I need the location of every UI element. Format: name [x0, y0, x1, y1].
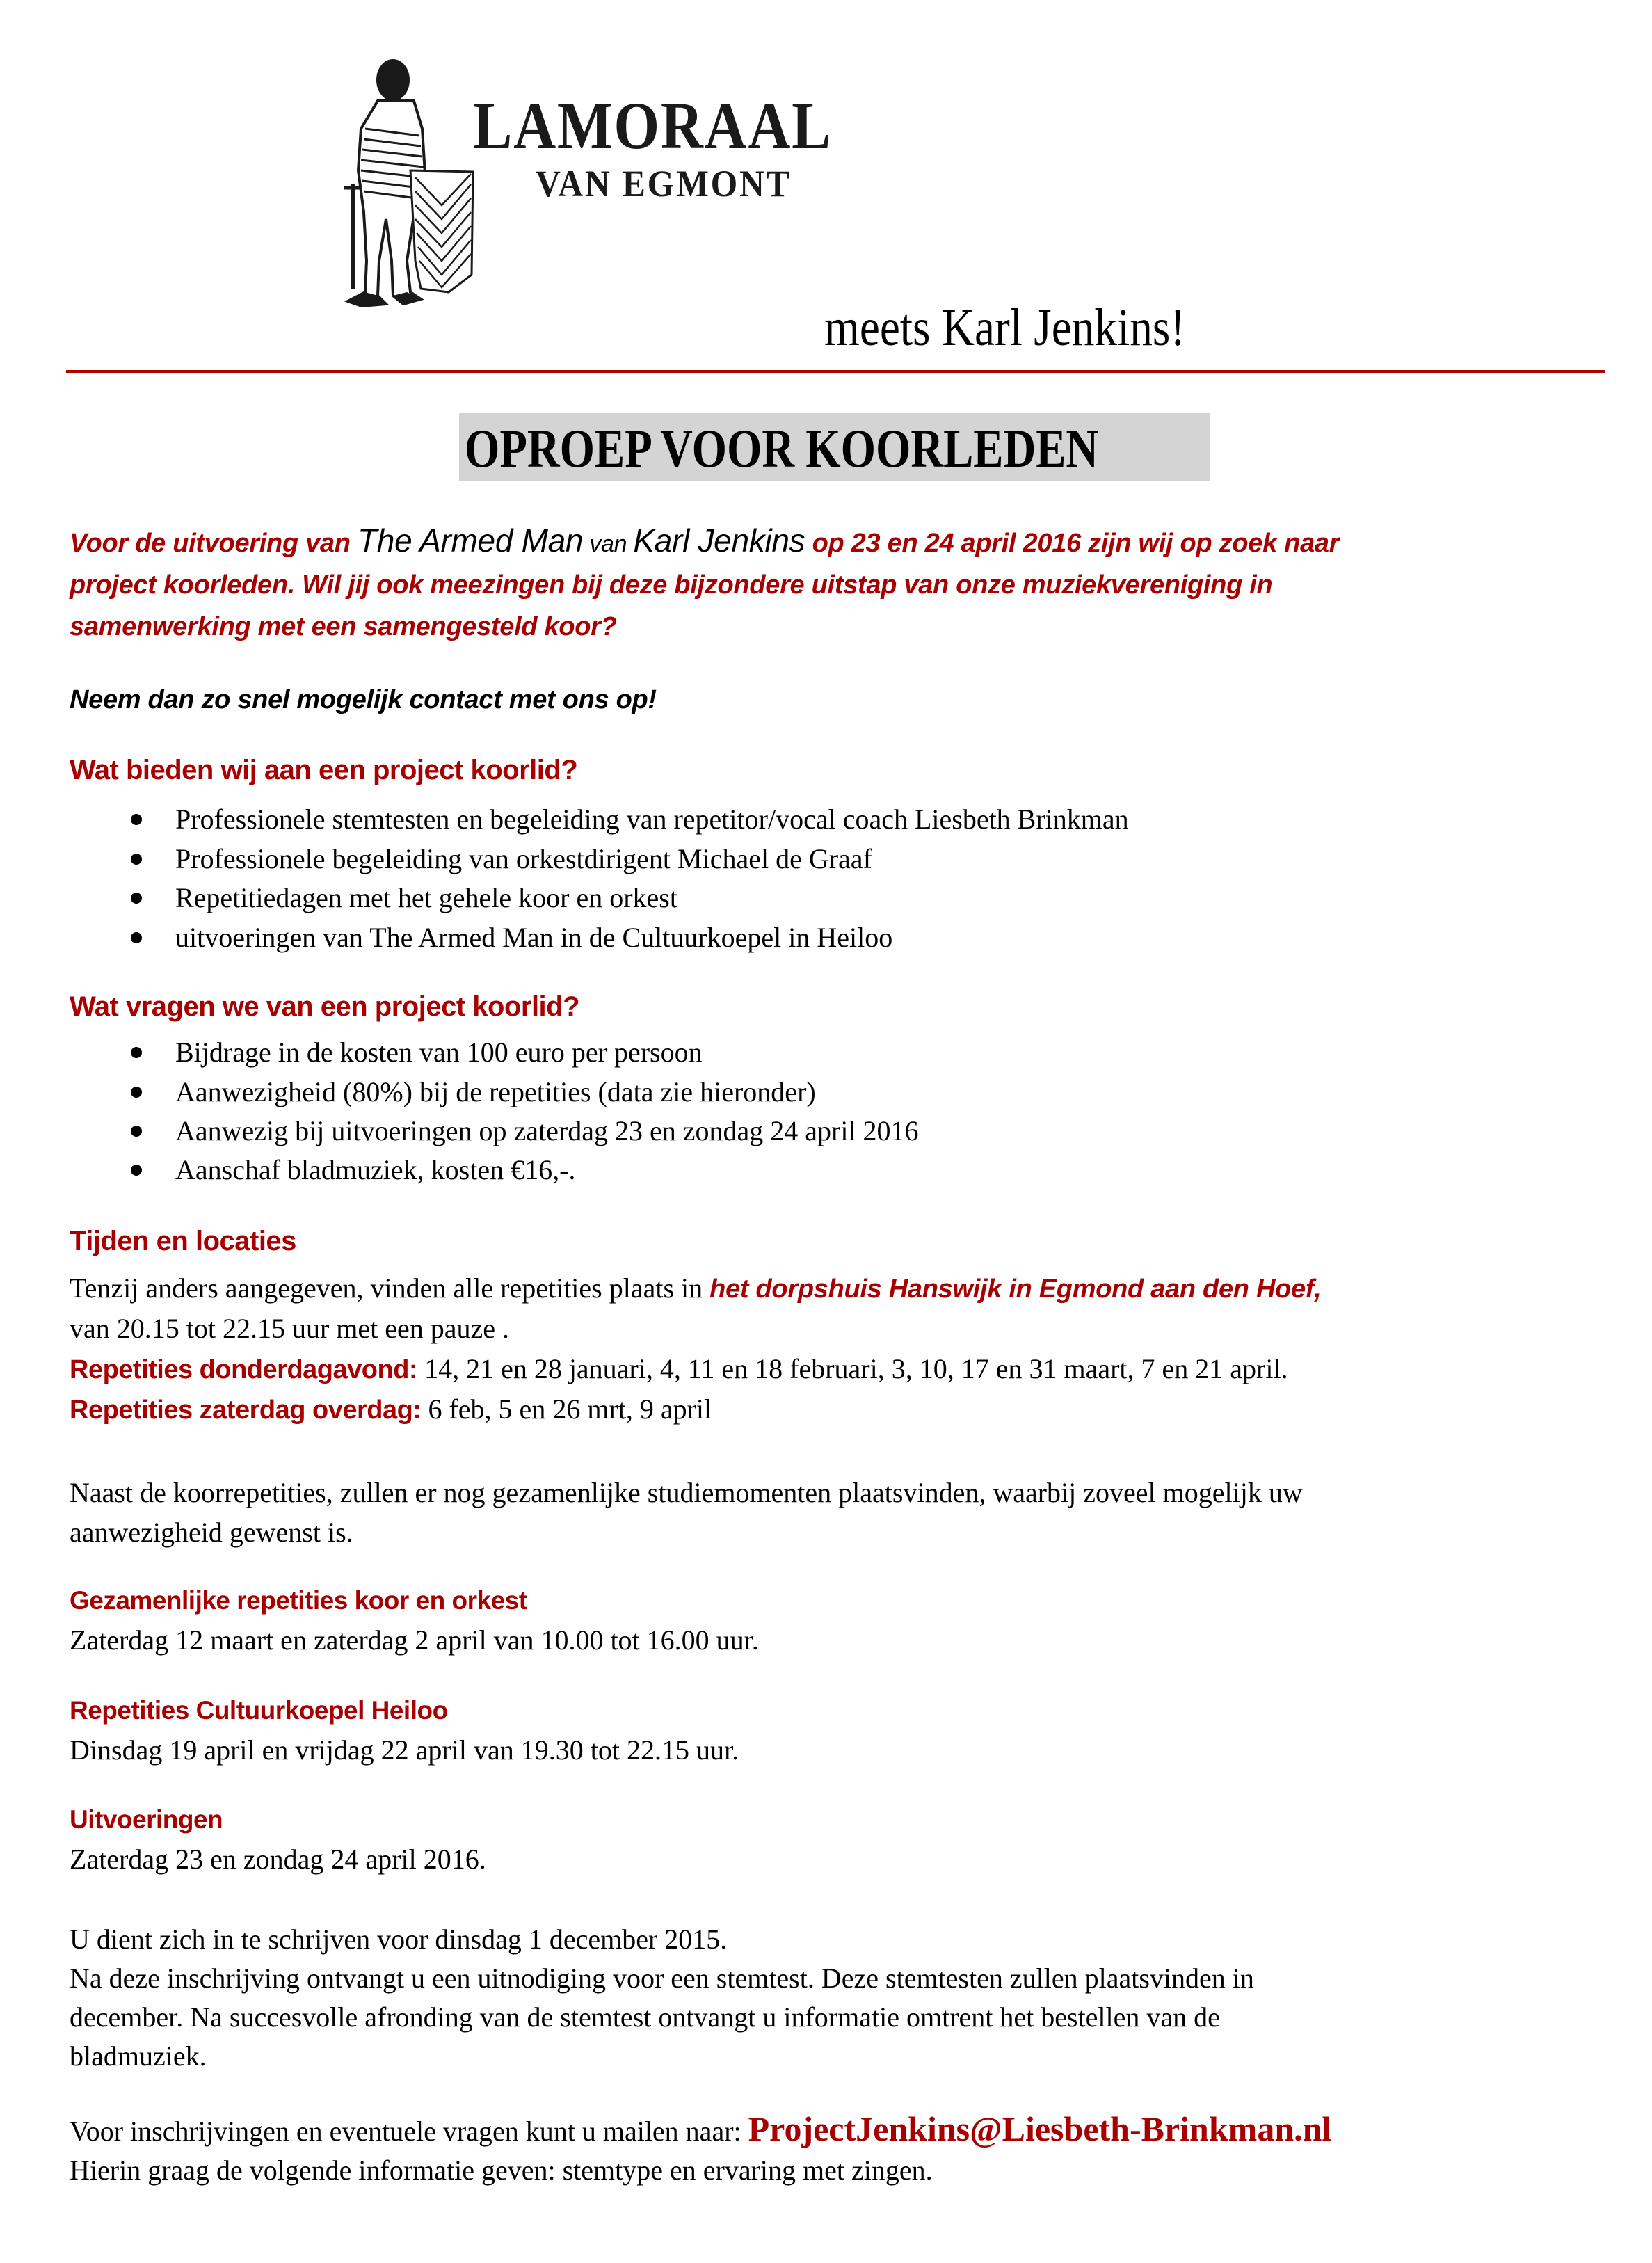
location-line: [70, 1274, 1321, 1303]
saturday-rehearsals: [70, 1393, 712, 1425]
intro-line-1: [70, 522, 1339, 559]
subtitle: meets Karl Jenkins!: [824, 298, 1186, 357]
contact-prefix: Voor inschrijvingen en eventuele vragen kunt u mailen naar:: [70, 2116, 748, 2147]
list-item: Professionele stemtesten en begeleiding van repetitor/vocal coach Liesbeth Brinkman: [175, 803, 1129, 835]
intro-line-3: samenwerking met een samengesteld koor?: [70, 612, 617, 641]
bullet-icon: [131, 854, 142, 865]
list-item: uitvoeringen van The Armed Man in de Cultuurkoepel in Heiloo: [175, 922, 893, 953]
performances-heading: Uitvoeringen: [70, 1805, 223, 1834]
header-divider: [66, 370, 1605, 373]
list-item: Bijdrage in de kosten van 100 euro per persoon: [175, 1037, 703, 1068]
list-item: Aanwezig bij uitvoeringen op zaterdag 23 en zondag 24 april 2016: [175, 1115, 919, 1146]
lamoraal-van-egmont-logo: [337, 52, 833, 313]
info-line: Hierin graag de volgende informatie geven: stemtype en ervaring met zingen.: [70, 2154, 933, 2186]
saturday-label: Repetities zaterdag overdag:: [70, 1396, 422, 1425]
location-name: het dorpshuis Hanswijk in Egmond aan den Hoef,: [709, 1274, 1322, 1304]
bullet-icon: [131, 1126, 142, 1137]
heiloo-text: Dinsdag 19 april en vrijdag 22 april van 19.30 tot 22.15 uur.: [70, 1734, 739, 1766]
logo-line-2: VAN EGMONT: [536, 163, 792, 205]
list-item: Aanschaf bladmuziek, kosten €16,-.: [175, 1154, 576, 1185]
performances-text: Zaterdag 23 en zondag 24 april 2016.: [70, 1844, 486, 1875]
list-item: Repetitiedagen met het gehele koor en orkest: [175, 882, 677, 913]
bullet-icon: [131, 814, 142, 825]
bullet-icon: [131, 1087, 142, 1098]
times-heading: Tijden en locaties: [70, 1226, 296, 1256]
thursday-dates: 14, 21 en 28 januari, 4, 11 en 18 februari, 3, 10, 17 en 31 maart, 7 en 21 april.: [417, 1353, 1288, 1384]
composer-name: Karl Jenkins: [633, 522, 805, 559]
thursday-label: Repetities donderdagavond:: [70, 1355, 418, 1384]
saturday-dates: 6 feb, 5 en 26 mrt, 9 april: [421, 1393, 712, 1425]
registration-line-4: bladmuziek.: [70, 2040, 207, 2072]
intro-text: Voor de uitvoering van: [70, 529, 358, 558]
study-line-1: Naast de koorrepetities, zullen er nog gezamenlijke studiemomenten plaatsvinden, waarbij zoveel mogelijk uw: [70, 1477, 1303, 1508]
bullet-icon: [131, 1047, 142, 1058]
ask-heading: Wat vragen we van een project koorlid?: [70, 991, 580, 1022]
joint-text: Zaterdag 12 maart en zaterdag 2 april van 10.00 tot 16.00 uur.: [70, 1624, 759, 1656]
registration-line-3: december. Na succesvolle afronding van de stemtest ontvangt u informatie omtrent het bestellen van de: [70, 2001, 1220, 2033]
location-prefix: Tenzij anders aangegeven, vinden alle repetities plaats in: [70, 1272, 710, 1304]
call-to-action: Neem dan zo snel mogelijk contact met ons op!: [70, 685, 657, 714]
contact-line: [70, 2109, 1332, 2148]
intro-dates: op 23 en 24 april 2016 zijn wij op zoek naar: [805, 529, 1340, 558]
bullet-icon: [131, 893, 142, 904]
registration-line-2: Na deze inschrijving ontvangt u een uitnodiging voor een stemtest. Deze stemtesten zullen plaatsvinden in: [70, 1962, 1254, 1994]
time-line: van 20.15 tot 22.15 uur met een pauze .: [70, 1313, 510, 1344]
intro-van: van: [583, 531, 634, 557]
heiloo-heading: Repetities Cultuurkoepel Heiloo: [70, 1696, 448, 1725]
list-item: Professionele begeleiding van orkestdirigent Michael de Graaf: [175, 843, 872, 874]
work-title: The Armed Man: [357, 522, 584, 559]
joint-heading: Gezamenlijke repetities koor en orkest: [70, 1586, 527, 1615]
registration-deadline: U dient zich in te schrijven voor dinsdag 1 december 2015.: [70, 1924, 728, 1955]
email-link[interactable]: ProjectJenkins@Liesbeth-Brinkman.nl: [748, 2109, 1332, 2148]
bullet-icon: [131, 1165, 142, 1176]
thursday-rehearsals: [70, 1355, 1288, 1384]
logo-line-1: LAMORAAL: [473, 88, 833, 163]
page-title: OPROEP VOOR KOORLEDEN: [465, 418, 1099, 479]
intro-line-2: project koorleden. Wil jij ook meezingen bij deze bijzondere uitstap van onze muziekvereniging in: [70, 570, 1273, 600]
offer-heading: Wat bieden wij aan een project koorlid?: [70, 755, 578, 785]
list-item: Aanwezigheid (80%) bij de repetities (data zie hieronder): [175, 1076, 816, 1107]
bullet-icon: [131, 932, 142, 943]
study-line-2: aanwezigheid gewenst is.: [70, 1517, 353, 1548]
